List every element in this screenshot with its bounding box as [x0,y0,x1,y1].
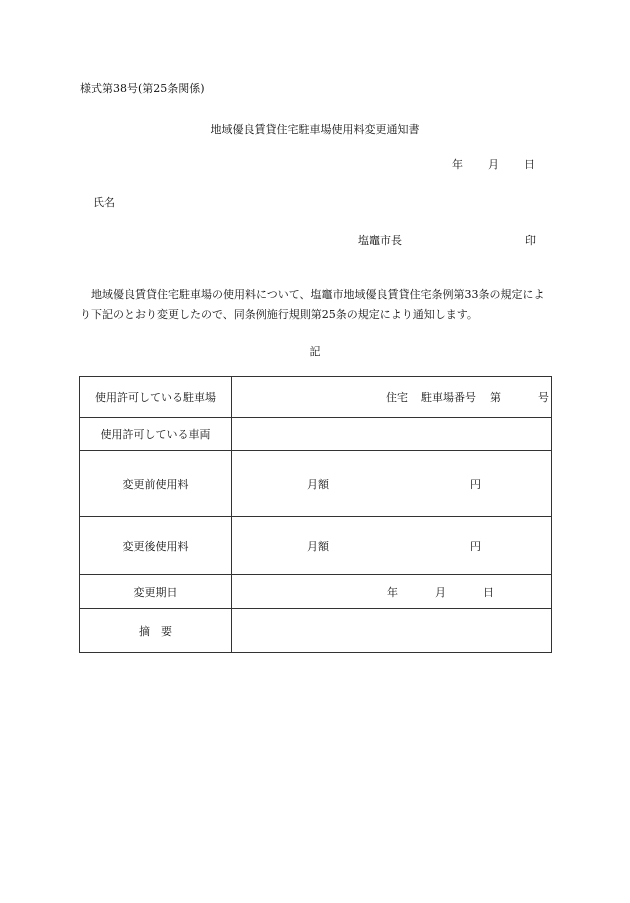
change-date-value-cell[interactable] [232,575,552,609]
body-paragraph: 地域優良賃貸住宅駐車場の使用料について、塩竈市地域優良賃貸住宅条例第33条の規定により下記のとおり変更したので、同条例施行規則第25条の規定により通知します。 [80,288,545,321]
row-label-after-fee: 変更後使用料 [80,517,232,575]
monthly-label: 月額 [307,539,329,553]
monthly-label: 月額 [307,477,329,491]
date-line [452,156,535,172]
table-row [80,517,552,575]
mayor-title: 塩竈市長 [358,234,402,247]
table-row [80,609,552,653]
yen-label: 円 [470,477,481,491]
housing-label: 住宅 [386,391,408,404]
seal-mark: 印 [525,234,536,247]
after-fee-value-cell[interactable] [232,517,552,575]
yen-label: 円 [470,539,481,553]
go-label: 号 [538,391,549,404]
detail-table [79,376,552,653]
parking-number-label: 駐車場番号 [421,391,476,404]
month-label: 月 [435,585,446,599]
mayor-line [358,232,536,248]
date-month: 月 [488,158,499,171]
year-label: 年 [387,585,398,599]
before-fee-value-cell[interactable] [232,451,552,517]
table-row [80,418,552,451]
remarks-value-cell[interactable] [232,609,552,653]
date-day: 日 [524,158,535,171]
ki-heading: 記 [309,345,321,358]
vehicle-value-cell[interactable] [232,418,552,451]
dai-label: 第 [490,391,501,404]
row-label-change-date: 変更期日 [80,575,232,609]
recipient-name-label: 氏名 [93,196,115,209]
document-title: 地域優良賃貸住宅駐車場使用料変更通知書 [210,123,420,136]
row-label-remarks: 摘 要 [80,609,232,653]
table-row [80,451,552,517]
row-label-vehicle: 使用許可している車両 [80,418,232,451]
parking-value-cell[interactable] [232,377,552,418]
row-label-parking: 使用許可している駐車場 [80,377,232,418]
form-number: 様式第38号(第25条関係) [80,82,205,95]
table-row [80,377,552,418]
row-label-before-fee: 変更前使用料 [80,451,232,517]
date-year: 年 [452,158,463,171]
day-label: 日 [483,585,494,599]
table-row [80,575,552,609]
